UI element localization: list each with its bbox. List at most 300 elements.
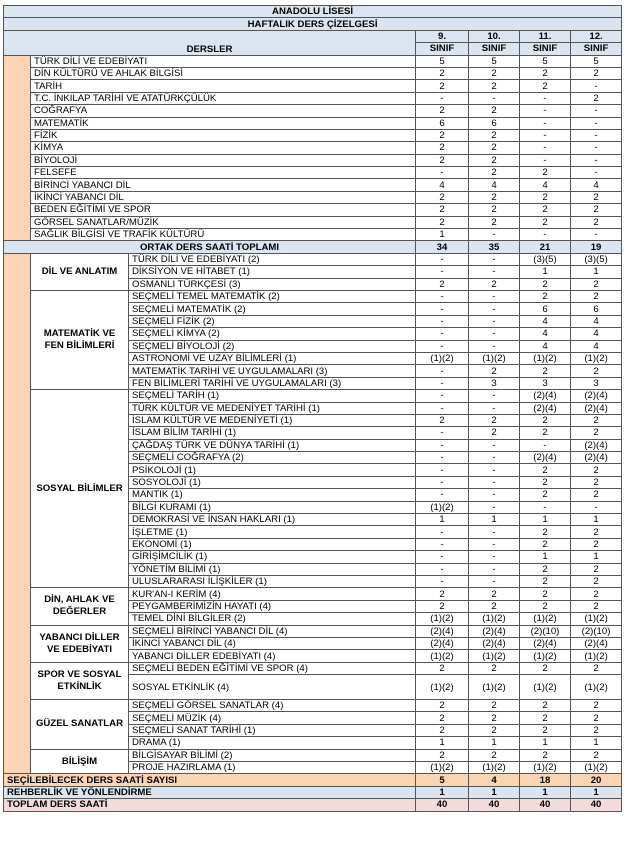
hours-cell: - [520, 105, 571, 117]
hours-cell: - [416, 266, 469, 278]
hours-cell: (2)(4) [571, 390, 622, 402]
course-name: ÇAĞDAŞ TÜRK VE DÜNYA TARİHİ (1) [129, 439, 416, 451]
course-name: MATEMATİK TARİHİ VE UYGULAMALARI (3) [129, 365, 416, 377]
course-name: MATEMATİK [31, 117, 416, 129]
hours-cell: - [416, 328, 469, 340]
footer-row [4, 799, 622, 811]
elective-group-name: MATEMATİK VE FEN BİLİMLERİ [31, 290, 129, 389]
hours-cell: 4 [571, 328, 622, 340]
hours-cell: 2 [416, 105, 469, 117]
course-name: SOSYOLOJİ (1) [129, 476, 416, 488]
hours-cell: - [571, 129, 622, 141]
course-name: SEÇMELİ KİMYA (2) [129, 328, 416, 340]
hours-cell: 2 [520, 204, 571, 216]
common-total-value: 19 [571, 241, 622, 253]
course-name: EKONOMİ (1) [129, 538, 416, 550]
hours-cell: (1)(2) [520, 650, 571, 662]
course-name: BEDEN EĞİTİMİ VE SPOR [31, 204, 416, 216]
course-name: SEÇMELİ BEDEN EĞİTİMİ VE SPOR (4) [129, 662, 416, 674]
course-name: FEN BİLİMLERİ TARİHİ VE UYGULAMALARI (3) [129, 377, 416, 389]
hours-cell: - [571, 167, 622, 179]
footer-value: 40 [416, 799, 469, 811]
hours-cell: 4 [416, 179, 469, 191]
hours-cell: 2 [469, 154, 520, 166]
hours-cell: - [469, 340, 520, 352]
hours-cell: - [571, 80, 622, 92]
hours-cell: - [469, 489, 520, 501]
hours-cell: - [416, 390, 469, 402]
hours-cell: - [520, 129, 571, 141]
hours-cell: 2 [520, 600, 571, 612]
course-name: MANTIK (1) [129, 489, 416, 501]
footer-value: 40 [469, 799, 520, 811]
hours-cell: 2 [571, 575, 622, 587]
hours-cell: 2 [469, 700, 520, 712]
hours-cell: 1 [571, 737, 622, 749]
hours-cell: 2 [520, 662, 571, 674]
course-name: TEMEL DİNİ BİLGİLER (2) [129, 613, 416, 625]
hours-cell: 2 [571, 712, 622, 724]
course-name: YÖNETİM BİLİMİ (1) [129, 563, 416, 575]
hours-cell: 2 [571, 526, 622, 538]
hours-cell: 2 [571, 191, 622, 203]
hours-cell: 2 [469, 204, 520, 216]
hours-cell: - [520, 501, 571, 513]
course-name: SEÇMELİ BİYOLOJİ (2) [129, 340, 416, 352]
course-name: DEMOKRASİ VE İNSAN HAKLARI (1) [129, 514, 416, 526]
hours-cell: 2 [571, 588, 622, 600]
course-name: İKİNCİ YABANCI DİL [31, 191, 416, 203]
hours-cell: (2)(4) [571, 439, 622, 451]
hours-cell: 2 [571, 290, 622, 302]
common-course-row [4, 167, 622, 179]
footer-label: SEÇİLEBİLECEK DERS SAATİ SAYISI [4, 774, 416, 786]
hours-cell: 4 [520, 328, 571, 340]
hours-cell: 2 [571, 749, 622, 761]
hours-cell: 2 [571, 92, 622, 104]
hours-cell: (2)(4) [416, 625, 469, 637]
hours-cell: - [416, 526, 469, 538]
grade-unit: SINIF [520, 43, 571, 55]
hours-cell: - [469, 538, 520, 550]
course-name: PROJE HAZIRLAMA (1) [129, 762, 416, 774]
common-total-row [4, 241, 622, 253]
hours-cell: 4 [520, 315, 571, 327]
hours-cell: - [469, 551, 520, 563]
hours-cell: (2)(4) [520, 390, 571, 402]
hours-cell: 2 [571, 538, 622, 550]
hours-cell: - [416, 167, 469, 179]
course-name: SOSYAL ETKİNLİK (4) [129, 675, 416, 700]
common-course-row [4, 92, 622, 104]
hours-cell: (2)(4) [520, 637, 571, 649]
hours-cell: (1)(2) [571, 650, 622, 662]
course-name: GİRİŞİMCİLİK (1) [129, 551, 416, 563]
hours-cell: - [469, 526, 520, 538]
hours-cell: - [469, 501, 520, 513]
hours-cell: (1)(2) [416, 675, 469, 700]
hours-cell: 2 [571, 464, 622, 476]
elective-course-row [4, 700, 622, 712]
hours-cell: 2 [520, 427, 571, 439]
elective-course-row [4, 625, 622, 637]
hours-cell: - [469, 439, 520, 451]
hours-cell: 2 [416, 142, 469, 154]
hours-cell: 2 [571, 489, 622, 501]
hours-cell: 1 [571, 514, 622, 526]
hours-cell: 2 [416, 80, 469, 92]
course-name: SEÇMELİ MATEMATİK (2) [129, 303, 416, 315]
hours-cell: 1 [469, 514, 520, 526]
hours-cell: 2 [469, 167, 520, 179]
hours-cell: - [469, 303, 520, 315]
schedule-subtitle: HAFTALIK DERS ÇİZELGESİ [4, 18, 622, 30]
grade-header: 12. [571, 30, 622, 42]
hours-cell: 6 [571, 303, 622, 315]
hours-cell: - [416, 92, 469, 104]
hours-cell: 1 [520, 737, 571, 749]
course-name: SEÇMELİ BİRİNCİ YABANCI DİL (4) [129, 625, 416, 637]
hours-cell: (1)(2) [571, 613, 622, 625]
hours-cell: 6 [469, 117, 520, 129]
hours-cell: 5 [571, 55, 622, 67]
hours-cell: - [469, 290, 520, 302]
hours-cell: - [469, 92, 520, 104]
course-name: TARİH [31, 80, 416, 92]
hours-cell: 5 [416, 55, 469, 67]
hours-cell: 2 [571, 414, 622, 426]
hours-cell: 2 [416, 216, 469, 228]
hours-cell: (1)(2) [469, 613, 520, 625]
hours-cell: 2 [520, 538, 571, 550]
hours-cell: 2 [469, 600, 520, 612]
hours-cell: - [469, 266, 520, 278]
hours-cell: 2 [520, 526, 571, 538]
hours-cell: (1)(2) [571, 352, 622, 364]
hours-cell: 2 [571, 662, 622, 674]
hours-cell: 1 [416, 737, 469, 749]
footer-value: 4 [469, 774, 520, 786]
hours-cell: 2 [469, 712, 520, 724]
hours-cell: 1 [469, 737, 520, 749]
hours-cell: - [416, 464, 469, 476]
hours-cell: 2 [416, 724, 469, 736]
hours-cell: (2)(10) [571, 625, 622, 637]
common-course-row [4, 67, 622, 79]
hours-cell: - [571, 117, 622, 129]
hours-cell: 2 [469, 414, 520, 426]
hours-cell: - [416, 538, 469, 550]
hours-cell: (1)(2) [520, 352, 571, 364]
hours-cell: - [469, 452, 520, 464]
course-name: SAĞLIK BİLGİSİ VE TRAFİK KÜLTÜRÜ [31, 229, 416, 241]
hours-cell: 2 [571, 67, 622, 79]
hours-cell: 2 [416, 414, 469, 426]
hours-cell: 2 [469, 427, 520, 439]
hours-cell: - [469, 253, 520, 265]
hours-cell: (1)(2) [416, 352, 469, 364]
hours-cell: - [416, 452, 469, 464]
hours-cell: 2 [469, 129, 520, 141]
hours-cell: - [520, 154, 571, 166]
hours-cell: - [416, 340, 469, 352]
hours-cell: 2 [520, 749, 571, 761]
course-name: BİLGİSAYAR BİLİMİ (2) [129, 749, 416, 761]
hours-cell: 2 [571, 427, 622, 439]
common-total-label: ORTAK DERS SAATİ TOPLAMI [4, 241, 416, 253]
hours-cell: 2 [469, 191, 520, 203]
elective-group-name: SOSYAL BİLİMLER [31, 390, 129, 588]
hours-cell: 1 [571, 266, 622, 278]
hours-cell: (2)(4) [469, 637, 520, 649]
course-name: T.C. İNKILAP TARİHİ VE ATATÜRKÇÜLÜK [31, 92, 416, 104]
hours-cell: (1)(2) [416, 762, 469, 774]
hours-cell: 2 [469, 365, 520, 377]
hours-cell: - [416, 315, 469, 327]
common-course-row [4, 204, 622, 216]
hours-cell: - [469, 464, 520, 476]
hours-cell: (2)(4) [571, 452, 622, 464]
common-total-value: 35 [469, 241, 520, 253]
course-name: DRAMA (1) [129, 737, 416, 749]
hours-cell: 2 [469, 724, 520, 736]
title-row [4, 6, 622, 18]
hours-cell: 2 [416, 700, 469, 712]
course-name: İSLAM BİLİM TARİHİ (1) [129, 427, 416, 439]
hours-cell: 1 [571, 551, 622, 563]
hours-cell: 2 [416, 191, 469, 203]
hours-cell: - [571, 501, 622, 513]
elective-group-name: SPOR VE SOSYAL ETKİNLİK [31, 662, 129, 699]
course-name: BİYOLOJİ [31, 154, 416, 166]
common-courses-label [4, 55, 31, 241]
hours-cell: 2 [520, 563, 571, 575]
course-name: TÜRK KÜLTÜR VE MEDENİYET TARİHİ (1) [129, 402, 416, 414]
hours-cell: - [469, 402, 520, 414]
footer-value: 1 [571, 786, 622, 798]
hours-cell: - [520, 142, 571, 154]
hours-cell: (2)(4) [520, 452, 571, 464]
elective-course-row [4, 749, 622, 761]
course-name: TÜRK DİLİ VE EDEBİYATI [31, 55, 416, 67]
weekly-schedule-table [3, 5, 622, 812]
elective-course-row [4, 390, 622, 402]
hours-cell: 2 [520, 167, 571, 179]
hours-cell: - [416, 427, 469, 439]
hours-cell: - [469, 575, 520, 587]
hours-cell: 2 [520, 700, 571, 712]
hours-cell: (1)(2) [571, 762, 622, 774]
elective-group-name: YABANCI DİLLER VE EDEBİYATI [31, 625, 129, 662]
course-name: SEÇMELİ FİZİK (2) [129, 315, 416, 327]
hours-cell: 2 [520, 365, 571, 377]
header-row [4, 30, 622, 42]
hours-cell: - [520, 92, 571, 104]
elective-course-row [4, 290, 622, 302]
hours-cell: - [469, 328, 520, 340]
hours-cell: (1)(2) [416, 501, 469, 513]
common-course-row [4, 191, 622, 203]
common-course-row [4, 80, 622, 92]
hours-cell: 1 [520, 514, 571, 526]
course-name: ULUSLARARASI İLİŞKİLER (1) [129, 575, 416, 587]
hours-cell: - [469, 229, 520, 241]
hours-cell: 2 [520, 216, 571, 228]
hours-cell: (1)(2) [469, 762, 520, 774]
hours-cell: 1 [520, 551, 571, 563]
hours-cell: - [520, 229, 571, 241]
hours-cell: (1)(2) [469, 650, 520, 662]
hours-cell: 2 [520, 724, 571, 736]
hours-cell: (1)(2) [469, 352, 520, 364]
hours-cell: 2 [469, 278, 520, 290]
hours-cell: - [571, 229, 622, 241]
hours-cell: - [416, 476, 469, 488]
common-total-value: 34 [416, 241, 469, 253]
common-course-row [4, 216, 622, 228]
hours-cell: 2 [571, 476, 622, 488]
hours-cell: 6 [416, 117, 469, 129]
hours-cell: 2 [571, 365, 622, 377]
hours-cell: 2 [469, 80, 520, 92]
elective-group-name: BİLİŞİM [31, 749, 129, 774]
hours-cell: (1)(2) [520, 675, 571, 700]
footer-value: 20 [571, 774, 622, 786]
hours-cell: 2 [520, 290, 571, 302]
hours-cell: 1 [416, 229, 469, 241]
hours-cell: (1)(2) [416, 650, 469, 662]
hours-cell: - [416, 563, 469, 575]
hours-cell: - [416, 253, 469, 265]
hours-cell: 2 [571, 278, 622, 290]
hours-cell: 5 [469, 55, 520, 67]
hours-cell: - [520, 117, 571, 129]
course-name: İSLAM KÜLTÜR VE MEDENİYETİ (1) [129, 414, 416, 426]
hours-cell: (1)(2) [571, 675, 622, 700]
course-name: BİRİNCİ YABANCI DİL [31, 179, 416, 191]
hours-cell: 1 [416, 514, 469, 526]
hours-cell: 2 [520, 278, 571, 290]
course-name: İŞLETME (1) [129, 526, 416, 538]
hours-cell: - [469, 563, 520, 575]
course-name: GÖRSEL SANATLAR/MÜZİK [31, 216, 416, 228]
hours-cell: 4 [571, 315, 622, 327]
course-name: SEÇMELİ COĞRAFYA (2) [129, 452, 416, 464]
hours-cell: 6 [520, 303, 571, 315]
hours-cell: 2 [469, 105, 520, 117]
elective-group-name: DİN, AHLAK VE DEĞERLER [31, 588, 129, 625]
hours-cell: 1 [520, 266, 571, 278]
hours-cell: 3 [469, 377, 520, 389]
course-name: SEÇMELİ SANAT TARİHİ (1) [129, 724, 416, 736]
course-name: SEÇMELİ GÖRSEL SANATLAR (4) [129, 700, 416, 712]
hours-cell: - [416, 575, 469, 587]
grade-header: 11. [520, 30, 571, 42]
hours-cell: 2 [520, 712, 571, 724]
hours-cell: - [416, 303, 469, 315]
hours-cell: 2 [416, 712, 469, 724]
hours-cell: 4 [571, 340, 622, 352]
hours-cell: 2 [416, 600, 469, 612]
hours-cell: 2 [469, 749, 520, 761]
grade-unit: SINIF [469, 43, 520, 55]
hours-cell: 2 [520, 67, 571, 79]
elective-group-name: DİL VE ANLATIM [31, 253, 129, 290]
hours-cell: (1)(2) [469, 675, 520, 700]
hours-cell: 4 [571, 179, 622, 191]
hours-cell: - [469, 315, 520, 327]
hours-cell: 4 [520, 179, 571, 191]
footer-value: 1 [469, 786, 520, 798]
hours-cell: - [416, 551, 469, 563]
footer-value: 40 [520, 799, 571, 811]
hours-cell: (2)(10) [520, 625, 571, 637]
courses-header: DERSLER [4, 30, 416, 55]
footer-value: 18 [520, 774, 571, 786]
common-total-value: 21 [520, 241, 571, 253]
hours-cell: - [416, 439, 469, 451]
elective-courses-label [4, 253, 31, 774]
common-course-row [4, 142, 622, 154]
hours-cell: 2 [571, 216, 622, 228]
hours-cell: 2 [416, 278, 469, 290]
course-name: KUR'AN-I KERİM (4) [129, 588, 416, 600]
hours-cell: 2 [416, 154, 469, 166]
hours-cell: (2)(4) [469, 625, 520, 637]
hours-cell: (3)(5) [520, 253, 571, 265]
hours-cell: 4 [520, 340, 571, 352]
common-course-row [4, 154, 622, 166]
hours-cell: 2 [416, 204, 469, 216]
hours-cell: 2 [571, 700, 622, 712]
course-name: COĞRAFYA [31, 105, 416, 117]
hours-cell: 2 [469, 588, 520, 600]
hours-cell: (3)(5) [571, 253, 622, 265]
course-name: PSİKOLOJİ (1) [129, 464, 416, 476]
school-title: ANADOLU LİSESİ [4, 6, 622, 18]
course-name: PEYGAMBERİMİZİN HAYATI (4) [129, 600, 416, 612]
grade-header: 9. [416, 30, 469, 42]
grade-unit: SINIF [416, 43, 469, 55]
hours-cell: (1)(2) [416, 613, 469, 625]
hours-cell: 2 [520, 414, 571, 426]
course-name: DİN KÜLTÜRÜ VE AHLAK BİLGİSİ [31, 67, 416, 79]
hours-cell: 2 [520, 489, 571, 501]
hours-cell: (2)(4) [571, 637, 622, 649]
course-name: SEÇMELİ MÜZİK (4) [129, 712, 416, 724]
footer-value: 1 [416, 786, 469, 798]
hours-cell: 3 [571, 377, 622, 389]
hours-cell: - [416, 489, 469, 501]
hours-cell: 2 [469, 216, 520, 228]
hours-cell: - [520, 439, 571, 451]
course-name: ASTRONOMİ VE UZAY BİLİMLERİ (1) [129, 352, 416, 364]
hours-cell: 2 [416, 67, 469, 79]
course-name: KİMYA [31, 142, 416, 154]
hours-cell: 2 [416, 129, 469, 141]
subtitle-row [4, 18, 622, 30]
footer-label: TOPLAM DERS SAATİ [4, 799, 416, 811]
elective-course-row [4, 588, 622, 600]
course-name: SEÇMELİ TARİH (1) [129, 390, 416, 402]
hours-cell: 2 [416, 662, 469, 674]
hours-cell: 2 [469, 67, 520, 79]
common-course-row [4, 129, 622, 141]
common-course-row [4, 105, 622, 117]
hours-cell: 2 [469, 662, 520, 674]
elective-course-row [4, 662, 622, 674]
common-course-row [4, 179, 622, 191]
